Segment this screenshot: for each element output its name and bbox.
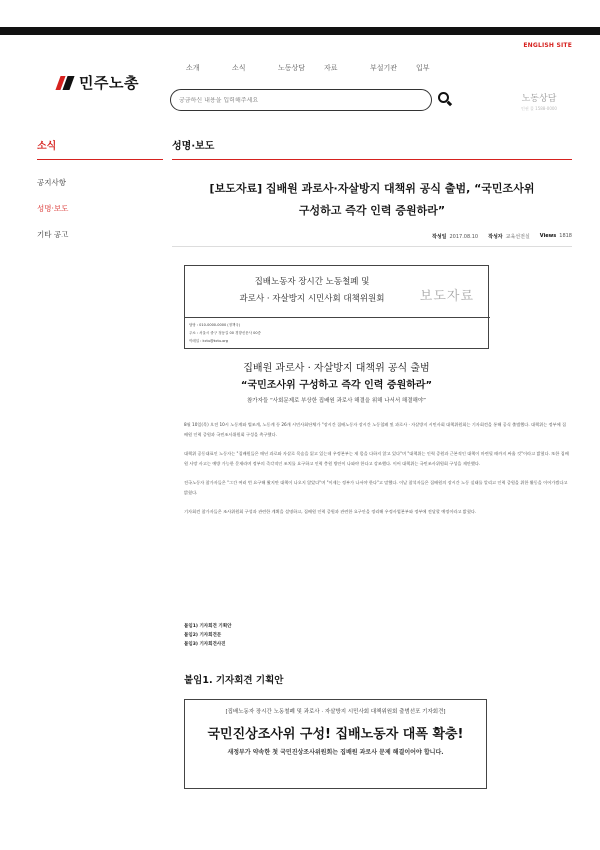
meta-author: 작성자 교육선전실 bbox=[488, 234, 530, 240]
post-title-line2: 구성하고 즉각 인력 증원하라” bbox=[298, 204, 446, 217]
body-paragraph: 대책위 공동대표인 노동자는 "집배원들은 매년 과로와 자살로 목숨을 잃고 있는데 우정본부는 제 몫을 다하지 않고 있다"며 "대책위는 인력 증원과 근본적인 대책이 마련될 때까지 싸울 것"이라고 밝혔다. 또한 집배원 사망 사고는 예방 가능한 문제라며 정부의 즉각적인 조치를 요구하고 인력 충원 방안이 나와야 한다고 강조했다. 이어 대책위는 국민조사위원회 구성을 제안했다. bbox=[184, 451, 569, 466]
post-title-line1: [보도자료] 집배원 과로사·자살방지 대책위 공식 출범, “국민조사위 bbox=[209, 182, 535, 195]
main-nav bbox=[186, 63, 462, 73]
search-icon[interactable] bbox=[437, 91, 453, 107]
logo-text: 민주노총 bbox=[79, 74, 139, 92]
english-site-link[interactable]: ENGLISH SITE bbox=[523, 42, 572, 49]
headline-subtitle: 참가자들 “사회문제로 부상한 집배원 과로사 해결을 위해 나서서 해결해야” bbox=[246, 398, 427, 404]
press-release-tag: 보도자료 bbox=[419, 289, 474, 304]
body-paragraph: 8월 10일(목) 오전 10시 노동계와 법조계, 노동계 등 26개 시민사회단체가 "장시간 집배노동자 장시간 노동철폐 및 과로사 · 자살방지 시민사회 대책위원회는 기자회견을 통해 공식 출범했다. 대책위는 정부에 집배원 인력 증원과 국민조사위원회 구성을 촉구했다. bbox=[184, 422, 567, 437]
counsel-link[interactable] bbox=[518, 91, 560, 112]
nav-item-resources[interactable]: 자료 bbox=[324, 64, 338, 72]
logo-mark-icon bbox=[55, 76, 75, 90]
meta-date: 작성일 2017.08.10 bbox=[431, 234, 479, 240]
sidebar-menu bbox=[37, 177, 68, 255]
attachment-item: 붙임3) 기자회견사진 bbox=[184, 642, 226, 647]
sidebar-item-notice[interactable]: 공지사항 bbox=[37, 178, 66, 187]
nav-item-about[interactable]: 소개 bbox=[186, 64, 200, 72]
attachment-list bbox=[184, 622, 231, 649]
board-divider bbox=[172, 159, 572, 160]
nav-item-news[interactable]: 소식 bbox=[232, 64, 246, 72]
top-bar bbox=[0, 27, 600, 35]
nav-item-affiliates[interactable]: 부설기관 bbox=[370, 64, 398, 72]
counsel-label: 노동상담 bbox=[521, 94, 557, 104]
body-paragraph: 전국노동자 참가자들은 "그간 여러 번 요구해 왔지만 대책이 나오지 않았다"며 "이제는 정부가 나서야 한다"고 말했다. 이날 참석자들은 집배원의 장시간 노동 실태를 알리고 인력 증원을 위한 활동을 이어가겠다고 밝혔다. bbox=[184, 480, 568, 495]
attachment-item: 붙임2) 기자회견문 bbox=[184, 633, 222, 638]
release-headline bbox=[184, 360, 489, 404]
plan-sub: 새정부가 약속한 첫 국민진상조사위원회는 집배원 과로사 문제 해결이어야 합니다. bbox=[227, 749, 444, 756]
post-body bbox=[184, 420, 569, 526]
search-box bbox=[170, 89, 432, 111]
meta-views: Views 1818 bbox=[539, 233, 572, 239]
meta-divider bbox=[172, 246, 572, 247]
nav-item-join[interactable]: 입부 bbox=[416, 64, 430, 72]
sidebar-item-other[interactable]: 기타 공고 bbox=[37, 230, 69, 239]
body-paragraph: 기자회견 참가자들은 조사위원회 구성과 관련한 계획을 설명하고, 집배원 인력 증원과 관련한 요구안을 정리해 우정사업본부와 정부에 전달할 예정이라고 밝혔다. bbox=[184, 509, 477, 514]
board-title: 성명·보도 bbox=[172, 141, 215, 152]
post-meta bbox=[432, 233, 572, 240]
sidebar-divider bbox=[37, 159, 163, 160]
press-contacts: 담당 : 010-0000-0000 (정책국) 주소 : 서울시 중구 정동길 00 경향신문사 00층 이메일 : kctu@kctu.org bbox=[189, 323, 261, 343]
press-release-header bbox=[184, 265, 489, 349]
logo[interactable] bbox=[55, 72, 139, 93]
post-title bbox=[172, 178, 572, 222]
headline-line1: 집배원 과로사 · 자살방지 대책위 공식 출범 bbox=[243, 363, 430, 374]
plan-slogan: 국민진상조사위 구성! 집배노동자 대폭 확충! bbox=[207, 727, 464, 742]
plan-section-title: 붙임1. 기자회견 기획안 bbox=[184, 675, 284, 686]
plan-intro: [집배노동자 장시간 노동철폐 및 과로사 · 자살방지 시민사회 대책위원회 출범선포 기자회견] bbox=[225, 709, 446, 715]
plan-box bbox=[184, 699, 487, 789]
search-input[interactable] bbox=[179, 97, 419, 104]
headline-line2: “국민조사위 구성하고 즉각 인력 증원하라” bbox=[240, 380, 433, 391]
attachment-item: 붙임1) 기자회견 기획안 bbox=[184, 624, 232, 629]
press-release-banner bbox=[185, 266, 490, 318]
press-org-name: 집배노동자 장시간 노동철폐 및 과로사 · 자살방지 시민사회 대책위원회 bbox=[239, 277, 385, 304]
nav-item-counsel[interactable]: 노동상담 bbox=[278, 64, 306, 72]
sidebar-title: 소식 bbox=[37, 141, 57, 152]
counsel-sub: 인권 콜 1588-0000 bbox=[521, 106, 557, 111]
sidebar-item-statements[interactable]: 성명·보도 bbox=[37, 204, 69, 213]
